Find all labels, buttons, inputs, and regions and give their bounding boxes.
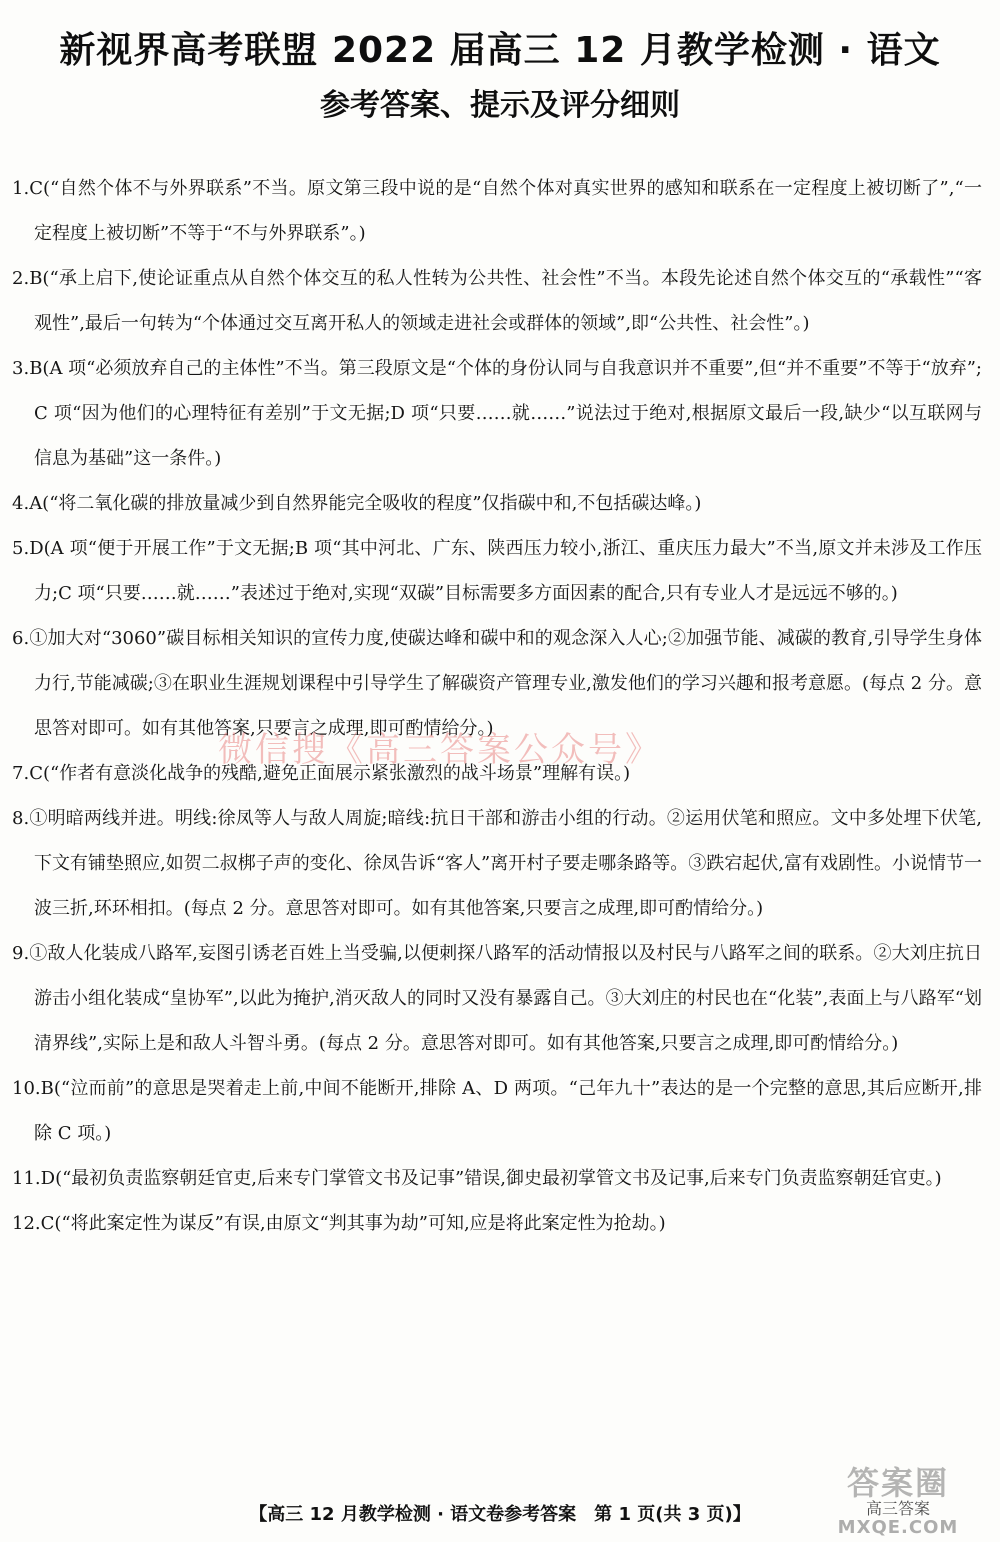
answer-number: 2. [12,268,30,289]
answer-item-3 [12,346,982,481]
answer-number: 1. [12,178,30,199]
logo-caption: 高三答案 [865,1499,930,1518]
watermark-text: 微信搜《高三答案公众号》 [218,730,662,770]
answer-item-8 [12,796,982,931]
page-footer: 【高三 12 月教学检测 · 语文卷参考答案 第 1 页(共 3 页)】 [249,1504,751,1525]
answer-list [12,166,982,1246]
answer-number: 3. [12,358,30,379]
answer-item-12 [12,1201,982,1246]
answer-item-9 [12,931,982,1066]
answer-number: 12. [12,1213,41,1234]
answer-text: C(“将此案定性为谋反”有误,由原文“判其事为劫”可知,应是将此案定性为抢劫。) [40,1213,666,1234]
answer-text: ①明暗两线并进。明线:徐凤等人与敌人周旋;暗线:抗日干部和游击小组的行动。②运用伏笔和照应。文中多处埋下伏笔,下文有铺垫照应,如贺二叔梆子声的变化、徐凤告诉“客人”离开村子要走哪条路等。③跌宕起伏,富有戏剧性。小说情节一波三折,环环相扣。(每点 2 分。意思答对即可。如有其他答案,只要言之成理,即可酌情给分。) [29,808,982,919]
answer-item-4 [12,481,982,526]
answer-item-10 [12,1066,982,1156]
answer-text: A(“将二氧化碳的排放量减少到自然界能完全吸收的程度”仅指碳中和,不包括碳达峰。) [29,493,702,514]
answer-text: ①敌人化装成八路军,妄图引诱老百姓上当受骗,以便刺探八路军的活动情报以及村民与八路军之间的联系。②大刘庄抗日游击小组化装成“皇协军”,以此为掩护,消灭敌人的同时又没有暴露自己。③大刘庄的村民也在“化装”,表面上与八路军“划清界线”,实际上是和敌人斗智斗勇。(每点 2 分。意思答对即可。如有其他答案,只要言之成理,即可酌情给分。) [29,943,982,1054]
answer-number: 5. [12,538,30,559]
answer-number: 10. [12,1078,41,1099]
answer-text: B(“泣而前”的意思是哭着走上前,中间不能断开,排除 A、D 两项。“己年九十”表达的是一个完整的意思,其后应断开,排除 C 项。) [34,1078,982,1144]
answer-text: C(“作者有意淡化战争的残酷,避免正面展示紧张激烈的战斗场景”理解有误。) [29,763,631,784]
answer-item-1 [12,166,982,256]
answer-text: B(“承上启下,使论证重点从自然个体交互的私人性转为公共性、社会性”不当。本段先论述自然个体交互的“承载性”“客观性”,最后一句转为“个体通过交互离开私人的领域走进社会或群体的领域”,即“公共性、社会性”。) [29,268,982,334]
page-subtitle: 参考答案、提示及评分细则 [320,88,680,123]
answer-item-11 [12,1156,982,1201]
answer-text: B(A 项“必须放弃自己的主体性”不当。第三段原文是“个体的身份认同与自我意识并不重要”,但“并不重要”不等于“放弃”;C 项“因为他们的心理特征有差别”于文无据;D 项“只要……就……”说法过于绝对,根据原文最后一段,缺少“以互联网与信息为基础”这一条件。) [29,358,982,469]
answer-number: 4. [12,493,30,514]
site-logo-watermark [818,1466,978,1536]
answer-number: 11. [12,1168,41,1189]
answer-item-2 [12,256,982,346]
answer-number: 7. [12,763,30,784]
answer-text: C(“自然个体不与外界联系”不当。原文第三段中说的是“自然个体对真实世界的感知和联系在一定程度上被切断了”,“一定程度上被切断”不等于“不与外界联系”。) [29,178,982,244]
answer-text: D(A 项“便于开展工作”于文无据;B 项“其中河北、广东、陕西压力较小,浙江、重庆压力最大”不当,原文并未涉及工作压力;C 项“只要……就……”表述过于绝对,实现“双碳”目标需要多方面因素的配合,只有专业人才是远远不够的。) [29,538,982,604]
answer-number: 6. [12,628,30,649]
answer-number: 9. [12,943,30,964]
logo-domain: MXQE.COM [837,1517,959,1538]
answer-item-5 [12,526,982,616]
page-title: 新视界高考联盟 2022 届高三 12 月教学检测 · 语文 [59,30,941,71]
logo-main-text: 答案圈 [846,1464,949,1502]
answer-number: 8. [12,808,30,829]
answer-text: D(“最初负责监察朝廷官吏,后来专门掌管文书及记事”错误,御史最初掌管文书及记事,后来专门负责监察朝廷官吏。) [40,1168,942,1189]
answer-text: ①加大对“3060”碳目标相关知识的宣传力度,使碳达峰和碳中和的观念深入人心;②加强节能、减碳的教育,引导学生身体力行,节能减碳;③在职业生涯规划课程中引导学生了解碳资产管理专业,激发他们的学习兴趣和报考意愿。(每点 2 分。意思答对即可。如有其他答案,只要言之成理,即可酌情给分。) [29,628,982,739]
